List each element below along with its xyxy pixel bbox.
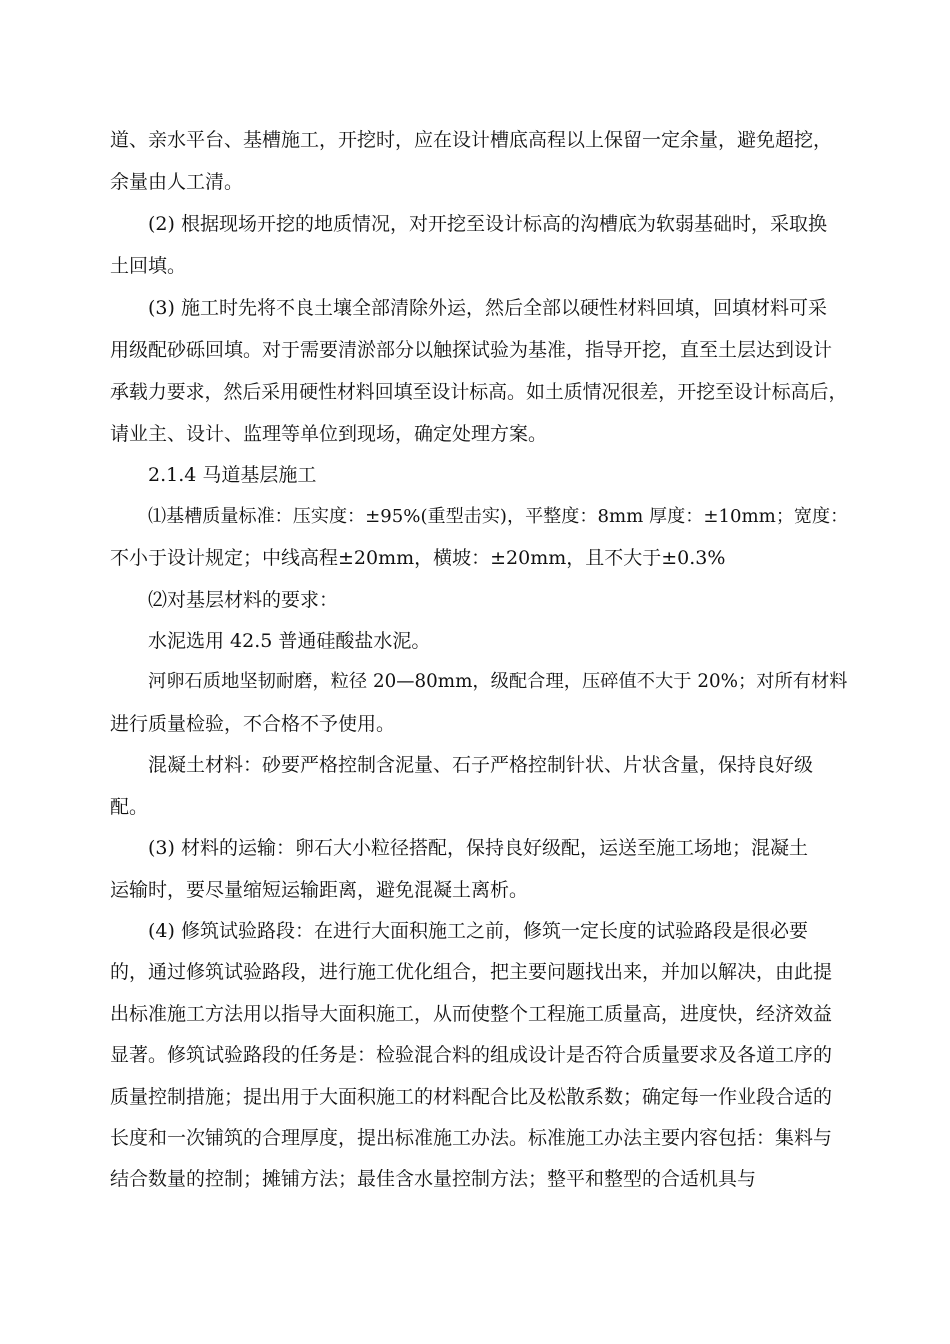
text-line-8: 请业主、设计、监理等单位到现场，确定处理方案。 [110, 423, 548, 445]
text-line-23: 显著。修筑试验路段的任务是：检验混合料的组成设计是否符合质量要求及各道工序的 [110, 1044, 833, 1066]
text-line-6: 用级配砂砾回填。对于需要清淤部分以触探试验为基准，指导开挖，直至土层达到设计 [110, 339, 833, 361]
text-line-10: ⑴基槽质量标准：压实度：±95%(重型击实)，平整度：8mm 厚度：±10mm；宽度： [148, 506, 849, 527]
text-line-1: 道、亲水平台、基槽施工，开挖时，应在设计槽底高程以上保留一定余量，避免超挖， [110, 129, 833, 151]
text-line-16: 混凝土材料：砂要严格控制含泥量、石子严格控制针状、片状含量，保持良好级 [148, 754, 814, 776]
text-line-3: (2) 根据现场开挖的地质情况，对开挖至设计标高的沟槽底为软弱基础时，采取换 [148, 213, 827, 235]
section-heading-2-1-4: 2.1.4 马道基层施工 [148, 464, 317, 486]
text-line-18: (3) 材料的运输：卵石大小粒径搭配，保持良好级配，运送至施工场地；混凝土 [148, 837, 808, 859]
text-line-12: ⑵对基层材料的要求： [148, 589, 339, 611]
text-line-22: 出标准施工方法用以指导大面积施工，从而使整个工程施工质量高，进度快，经济效益 [110, 1003, 833, 1025]
text-line-5: (3) 施工时先将不良土壤全部清除外运，然后全部以硬性材料回填，回填材料可采 [148, 297, 827, 319]
text-line-17: 配。 [110, 796, 149, 818]
text-line-21: 的，通过修筑试验路段，进行施工优化组合，把主要问题找出来，并加以解决，由此提 [110, 961, 833, 983]
text-line-19: 运输时，要尽量缩短运输距离，避免混凝土离析。 [110, 879, 529, 901]
text-line-25: 长度和一次铺筑的合理厚度，提出标准施工办法。标准施工办法主要内容包括：集料与 [110, 1127, 833, 1149]
text-line-26: 结合数量的控制；摊铺方法；最佳含水量控制方法；整平和整型的合适机具与 [110, 1168, 757, 1190]
text-line-14: 河卵石质地坚韧耐磨，粒径 20—80mm，级配合理，压碎值不大于 20%；对所有材料 [148, 671, 848, 692]
text-line-11: 不小于设计规定；中线高程±20mm，横坡：±20mm，且不大于±0.3% [110, 547, 726, 569]
text-line-20: (4) 修筑试验路段：在进行大面积施工之前，修筑一定长度的试验路段是很必要 [148, 920, 808, 942]
text-line-2: 余量由人工清。 [110, 171, 244, 193]
text-line-7: 承载力要求，然后采用硬性材料回填至设计标高。如土质情况很差，开挖至设计标高后， [110, 381, 848, 403]
text-line-15: 进行质量检验，不合格不予使用。 [110, 713, 396, 735]
text-line-13: 水泥选用 42.5 普通硅酸盐水泥。 [148, 630, 431, 652]
text-line-24: 质量控制措施；提出用于大面积施工的材料配合比及松散系数；确定每一作业段合适的 [110, 1086, 833, 1108]
text-line-4: 土回填。 [110, 255, 187, 277]
